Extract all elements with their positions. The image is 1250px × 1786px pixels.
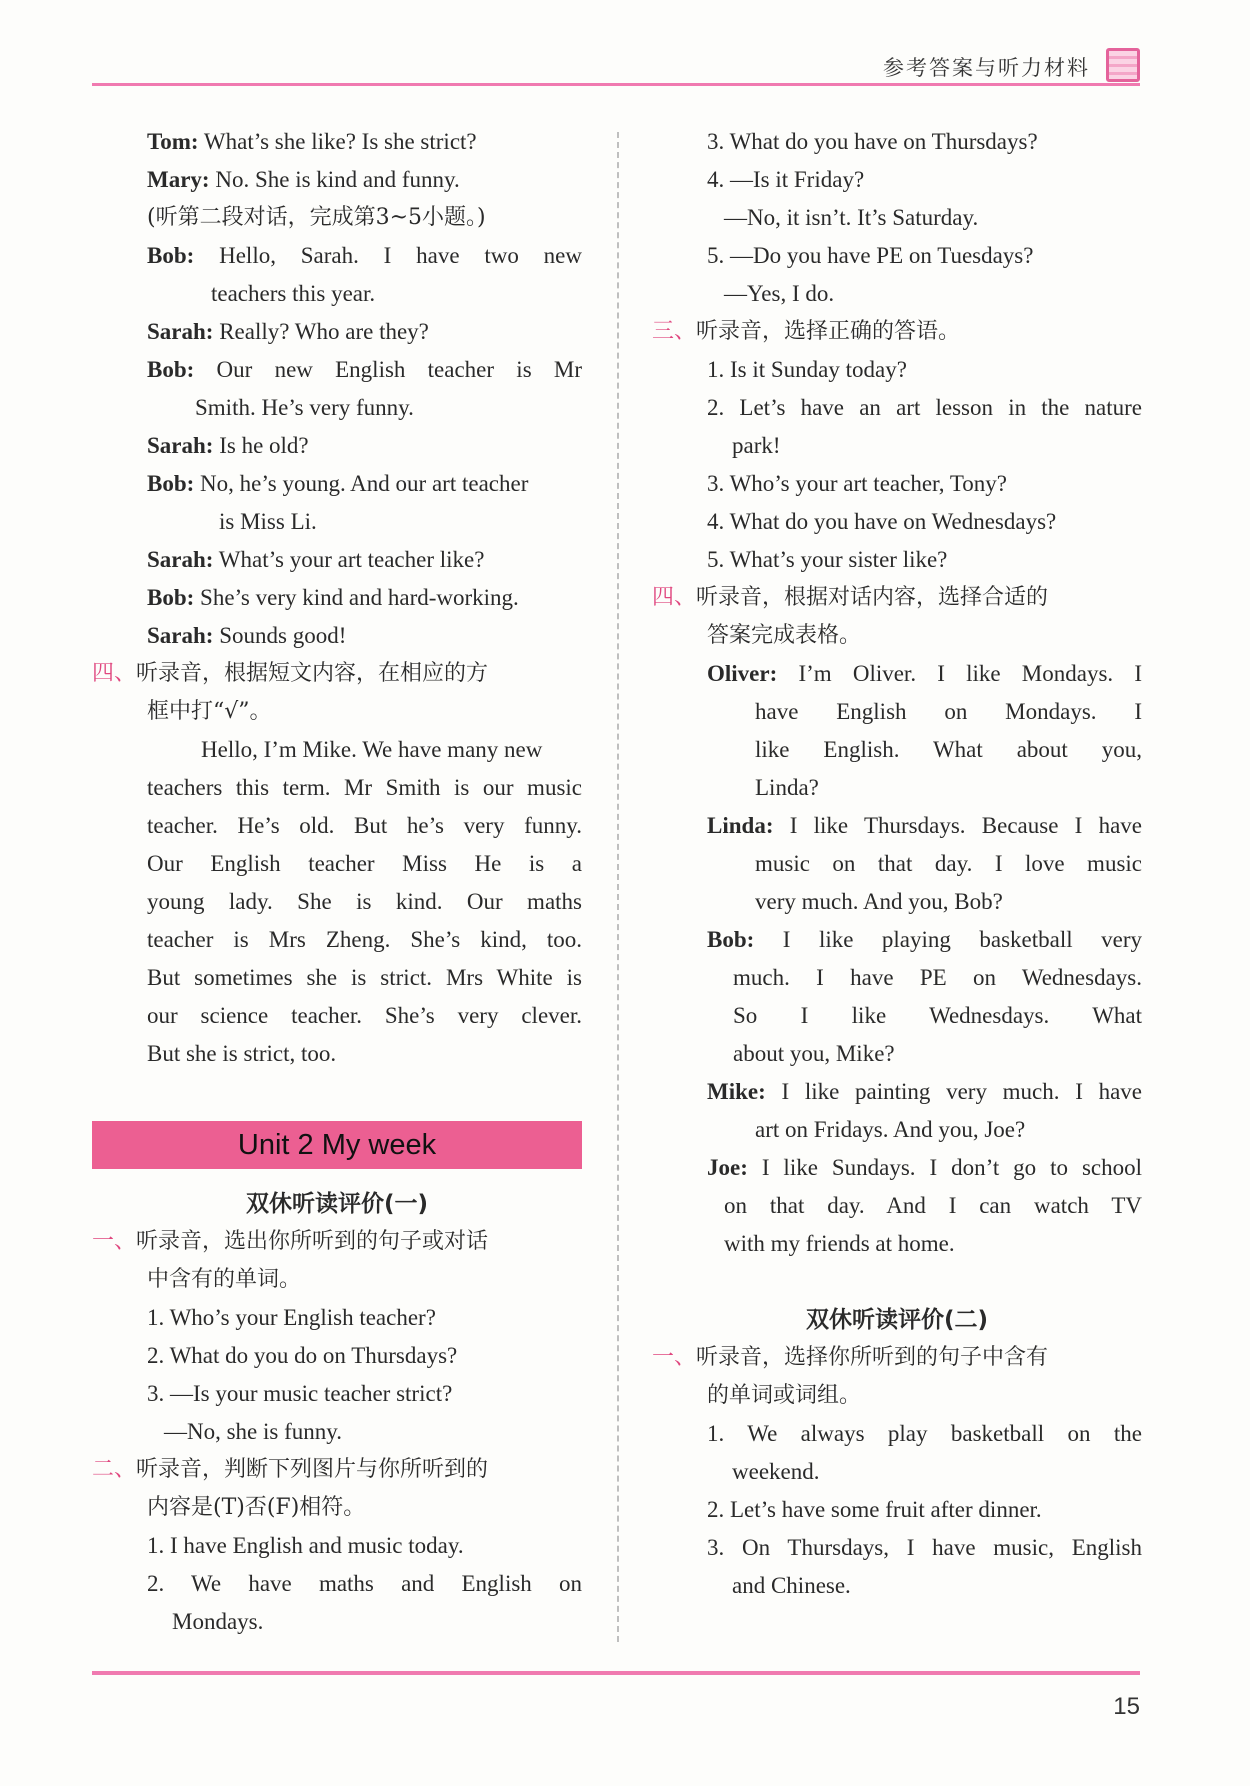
dialog-line: Linda: I like Thursdays. Because I have	[707, 813, 1142, 838]
list-item: 5. —Do you have PE on Tuesdays?	[707, 243, 1034, 268]
dialog-line: Bob: She’s very kind and hard-working.	[147, 585, 519, 610]
list-item: 2. Let’s have an art lesson in the nature	[707, 395, 1142, 420]
dialog-line: Oliver: I’m Oliver. I like Mondays. I	[707, 661, 1142, 686]
list-item: 1. Who’s your English teacher?	[147, 1305, 436, 1330]
dialog-line: very much. And you, Bob?	[755, 889, 1003, 914]
passage-line: But sometimes she is strict. Mrs White is	[147, 965, 582, 990]
list-item: —No, it isn’t. It’s Saturday.	[724, 205, 979, 230]
passage-line: teachers this term. Mr Smith is our music	[147, 775, 582, 800]
dialog-line: have English on Mondays. I	[755, 699, 1142, 724]
dialog-line: Linda?	[755, 775, 819, 800]
section-two-heading: 二、听录音，判断下列图片与你所听到的	[92, 1457, 489, 1482]
dialog-line: Smith. He’s very funny.	[195, 395, 414, 420]
passage-line: But she is strict, too.	[147, 1041, 337, 1066]
section-four-heading-cont: 答案完成表格。	[707, 623, 862, 648]
dialog-line: Joe: I like Sundays. I don’t go to school	[707, 1155, 1142, 1180]
list-item: 4. —Is it Friday?	[707, 167, 865, 192]
column-divider	[617, 132, 619, 1642]
assessment-title: 双休听读评价(二)	[805, 1307, 989, 1333]
assessment-title: 双休听读评价(一)	[245, 1191, 429, 1217]
list-item: 3. On Thursdays, I have music, English	[707, 1535, 1142, 1560]
section-four-heading: 四、听录音，根据短文内容，在相应的方	[92, 661, 489, 686]
dialog-line: Sarah: Sounds good!	[147, 623, 347, 648]
list-item: 5. What’s your sister like?	[707, 547, 948, 572]
right-column	[652, 123, 1142, 1605]
footer-divider	[92, 1671, 1140, 1675]
unit-title-banner: Unit 2 My week	[92, 1121, 582, 1169]
list-item: weekend.	[732, 1459, 820, 1484]
list-item: 3. What do you have on Thursdays?	[707, 129, 1038, 154]
book-lines-icon	[1106, 48, 1140, 82]
list-item: —No, she is funny.	[164, 1419, 343, 1444]
header-divider	[92, 83, 1140, 86]
list-item: —Yes, I do.	[724, 281, 835, 306]
list-item: 2. What do you do on Thursdays?	[147, 1343, 458, 1368]
dialog-line: about you, Mike?	[733, 1041, 895, 1066]
dialog-line: So I like Wednesdays. What	[733, 1003, 1142, 1028]
dialog-line: teachers this year.	[211, 281, 376, 306]
section-four-heading: 四、听录音，根据对话内容，选择合适的	[652, 585, 1049, 610]
left-column	[92, 123, 582, 1641]
dialog-line: music on that day. I love music	[755, 851, 1142, 876]
list-item: 3. Who’s your art teacher, Tony?	[707, 471, 1007, 496]
section-one-heading: 一、听录音，选择你所听到的句子中含有	[652, 1345, 1049, 1370]
dialog-line: like English. What about you,	[755, 737, 1142, 762]
list-item: 2. We have maths and English on	[147, 1571, 582, 1596]
dialog-line: Sarah: What’s your art teacher like?	[147, 547, 485, 572]
passage-line: our science teacher. She’s very clever.	[147, 1003, 582, 1028]
passage-line: teacher is Mrs Zheng. She’s kind, too.	[147, 927, 582, 952]
section-two-heading-cont: 内容是(T)否(F)相符。	[147, 1495, 366, 1520]
dialog-line: Bob: Hello, Sarah. I have two new	[147, 243, 582, 268]
dialog-line: Bob: I like playing basketball very	[707, 927, 1142, 952]
passage-line: young lady. She is kind. Our maths	[147, 889, 582, 914]
section-one-heading: 一、听录音，选出你所听到的句子或对话	[92, 1229, 489, 1254]
dialog-line: on that day. And I can watch TV	[724, 1193, 1142, 1218]
dialog-line: Tom: What’s she like? Is she strict?	[147, 129, 477, 154]
instruction-note: (听第二段对话，完成第3~5小题。)	[147, 205, 486, 230]
dialog-line: with my friends at home.	[724, 1231, 955, 1256]
section-three-heading: 三、听录音，选择正确的答语。	[652, 319, 961, 344]
dialog-line: Bob: Our new English teacher is Mr	[147, 357, 582, 382]
dialog-line: art on Fridays. And you, Joe?	[755, 1117, 1026, 1142]
dialog-line: Sarah: Is he old?	[147, 433, 309, 458]
section-one-heading-cont: 中含有的单词。	[147, 1267, 302, 1292]
section-one-heading-cont: 的单词或词组。	[707, 1383, 862, 1408]
page-number: 15	[1113, 1693, 1140, 1720]
dialog-line: Mike: I like painting very much. I have	[707, 1079, 1142, 1104]
list-item: 1. Is it Sunday today?	[707, 357, 907, 382]
header-title: 参考答案与听力材料	[883, 56, 1090, 80]
dialog-line: Sarah: Really? Who are they?	[147, 319, 429, 344]
list-item: 1. We always play basketball on the	[707, 1421, 1142, 1446]
list-item: 1. I have English and music today.	[147, 1533, 464, 1558]
list-item: park!	[732, 433, 781, 458]
list-item: and Chinese.	[732, 1573, 851, 1598]
list-item: Mondays.	[172, 1609, 264, 1634]
list-item: 3. —Is your music teacher strict?	[147, 1381, 453, 1406]
dialog-line: is Miss Li.	[219, 509, 317, 534]
list-item: 4. What do you have on Wednesdays?	[707, 509, 1057, 534]
section-four-heading-cont: 框中打“√”。	[147, 699, 272, 724]
passage-line: teacher. He’s old. But he’s very funny.	[147, 813, 582, 838]
passage-line: Hello, I’m Mike. We have many new	[201, 737, 543, 762]
dialog-line: Bob: No, he’s young. And our art teacher	[147, 471, 529, 496]
dialog-line: Mary: No. She is kind and funny.	[147, 167, 460, 192]
dialog-line: much. I have PE on Wednesdays.	[733, 965, 1142, 990]
list-item: 2. Let’s have some fruit after dinner.	[707, 1497, 1042, 1522]
passage-line: Our English teacher Miss He is a	[147, 851, 582, 876]
